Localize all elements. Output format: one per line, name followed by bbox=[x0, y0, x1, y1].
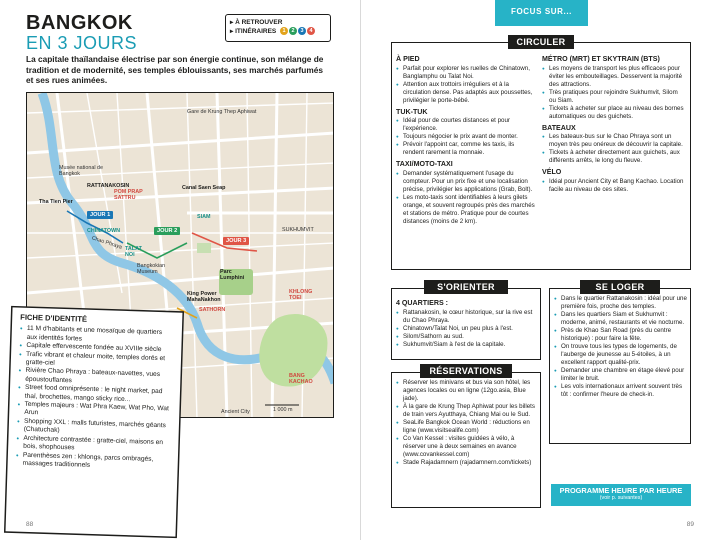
fiche-item: ● 11 M d'habitants et une mosaïque de quartiers aux identités fortes bbox=[19, 325, 173, 347]
list-item: ● Les bateaux-bus sur le Chao Phraya sont un moyen très peu onéreux de découvrir la capitale. bbox=[542, 133, 686, 149]
map-label-ancientcity: Ancient City bbox=[221, 409, 250, 415]
map-label-khlongtoei: KHLONG TOEI bbox=[289, 289, 313, 301]
itinerary-3-badge: 3 bbox=[298, 27, 306, 35]
reservations-content bbox=[396, 379, 538, 470]
list-item: ● Les moyens de transport les plus efficaces pour éviter les embouteillages. Desservent la majorité des attractions. bbox=[542, 65, 686, 89]
fiche-item: ● Parenthèses zen : khlongs, parcs ombragés, massages traditionnels bbox=[16, 451, 170, 473]
list-item: ● Tickets à acheter directement aux guichets, aux différents arrêts, le long du fleuve. bbox=[542, 149, 686, 165]
fiche-list bbox=[16, 325, 174, 473]
section-heading: TUK-TUK bbox=[396, 107, 428, 116]
loger-content bbox=[554, 295, 688, 402]
itinerary-2-badge: 2 bbox=[289, 27, 297, 35]
programme-link[interactable] bbox=[551, 484, 691, 506]
map-tag-jour1: JOUR 1 bbox=[87, 211, 113, 219]
list-item: ● Les moto-taxis sont identifiables à leurs gilets orange, et souvent regroupés près des marchés et stations de métro. Pratique pour de courtes distances (moins de 2 km). bbox=[396, 194, 536, 226]
circuler-box bbox=[391, 37, 691, 270]
list-item: ● À la gare de Krung Thep Aphiwat pour les billets de train vers Ayutthaya, Chiang Mai ou le Sud. bbox=[396, 403, 538, 419]
list-item: ● Réserver les minivans et bus via son hôtel, les agences locales ou en ligne (12go.asia, Blue jade). bbox=[396, 379, 538, 403]
section-heading: BATEAUX bbox=[542, 123, 576, 132]
list-item: ● Attention aux trottoirs irréguliers et à la circulation dense. Pas adaptés aux poussettes, privilégier le porte-bébé. bbox=[396, 81, 536, 105]
itineraries-box bbox=[225, 14, 331, 42]
map-label-river: Chao Phraya bbox=[90, 235, 123, 251]
orienter-content bbox=[396, 297, 538, 352]
loger-box bbox=[549, 282, 691, 444]
intro-text: La capitale thaïlandaise électrise par son énergie continue, son mélange de tradition et de modernité, ses temples éblouissants, ses marchés parfumés et ses rues animées. bbox=[26, 54, 324, 86]
list-item: ● Parfait pour explorer les ruelles de Chinatown, Banglamphu ou Talat Noi. bbox=[396, 65, 536, 81]
itineraries-line2: ▸ ITINÉRAIRES 1 2 3 4 bbox=[230, 27, 326, 36]
page-number-right: 89 bbox=[686, 521, 694, 528]
section-heading: VÉLO bbox=[542, 168, 562, 176]
reservations-title: RÉSERVATIONS bbox=[420, 364, 512, 378]
list-item: ● On trouve tous les types de logements, de l'auberge de jeunesse au 5-étoiles, à un excellent rapport qualité-prix. bbox=[554, 343, 688, 367]
fiche-item: ● Street food omniprésente : le night market, pad thaï, brochettes, mango sticky rice... bbox=[18, 384, 172, 406]
map-label-gare: Gare de Krung Thep Aphiwat bbox=[187, 109, 257, 115]
list-item: ● Près de Khao San Road (près du centre historique) : pour faire la fête. bbox=[554, 327, 688, 343]
page-subtitle: EN 3 JOURS bbox=[26, 33, 138, 53]
list-item: ● Tickets à acheter sur place au niveau des bornes automatiques ou des guichets. bbox=[542, 105, 686, 121]
page-title: BANGKOK bbox=[26, 12, 133, 34]
map-label-bangkachao: BANG KACHAO bbox=[289, 373, 313, 385]
map-label-canal: Canal Saen Seap bbox=[182, 185, 226, 191]
itinerary-numbers bbox=[280, 27, 315, 35]
map-label-rattanakosin: RATTANAKOSIN bbox=[87, 183, 130, 189]
map-label-bangkokian: Bangkokian Museum bbox=[137, 263, 166, 275]
list-item: ● Chinatown/Talat Noi, un peu plus à l'est. bbox=[396, 325, 538, 333]
list-item: ● Rattanakosin, le cœur historique, sur la rive est du Chao Phraya. bbox=[396, 309, 538, 325]
list-item: ● Demander une chambre en étage élevé pour limiter le bruit. bbox=[554, 367, 688, 383]
section-heading: 4 QUARTIERS : bbox=[396, 299, 449, 307]
list-item: ● Les vols internationaux arrivent souvent très tôt : confirmer l'heure de check-in. bbox=[554, 383, 688, 399]
map-tag-jour2: JOUR 2 bbox=[154, 227, 180, 235]
loger-title: SE LOGER bbox=[580, 280, 660, 294]
map-label-talatnoi: TALAT NOI bbox=[125, 246, 142, 258]
itinerary-4-badge: 4 bbox=[307, 27, 315, 35]
itineraries-line1: ▸ À RETROUVER bbox=[230, 19, 283, 26]
fiche-item: ● Trafic vibrant et chaleur moite, temples dorés et gratte-ciel bbox=[19, 350, 173, 372]
reservations-box bbox=[391, 366, 541, 508]
programme-sub: (voir p. suivantes) bbox=[599, 495, 643, 501]
list-item: ● Toujours négocier le prix avant de monter. bbox=[396, 133, 536, 141]
map-label-siam: SIAM bbox=[197, 214, 211, 220]
section-heading: MÉTRO (MRT) ET SKYTRAIN (BTS) bbox=[542, 55, 660, 63]
map-label-parc: Parc Lumphini bbox=[220, 269, 245, 281]
map-label-sukhumvit: SUKHUMVIT bbox=[282, 227, 314, 233]
circuler-right-column bbox=[542, 53, 686, 197]
list-item: ● Très pratiques pour rejoindre Sukhumvit, Silom ou Siam. bbox=[542, 89, 686, 105]
fiche-title: FICHE D'IDENTITÉ bbox=[20, 312, 88, 324]
section-heading: À PIED bbox=[396, 55, 420, 63]
fiche-item: ● Capitale effervescente fondée au XVIIIe siècle bbox=[19, 342, 173, 355]
circuler-left-column bbox=[396, 53, 536, 229]
map-label-kingpower: King Power MahaNakhon bbox=[187, 291, 221, 303]
section-heading: TAXI/MOTO-TAXI bbox=[396, 160, 453, 168]
list-item: ● Demander systématiquement l'usage du compteur. Pour un prix fixe et une localisation précise, privilégier les applications (Grab, Bolt). bbox=[396, 170, 536, 194]
focus-banner: FOCUS SUR... bbox=[495, 0, 588, 26]
list-item: ● Idéal pour Ancient City et Bang Kachao. Location facile au niveau de ces sites. bbox=[542, 178, 686, 194]
map-scale-label: 1 000 m bbox=[273, 407, 293, 413]
page-number-left: 88 bbox=[26, 521, 34, 528]
map-label-musee: Musée national de Bangkok bbox=[59, 165, 104, 177]
fiche-item: ● Architecture contrastée : gratte-ciel, maisons en bois, shophouses bbox=[16, 434, 170, 456]
fiche-identite bbox=[6, 307, 183, 536]
list-item: ● Silom/Sathorn au sud. bbox=[396, 333, 538, 341]
list-item: ● Prévoir l'appoint car, comme les taxis, ils rendent rarement la monnaie. bbox=[396, 141, 536, 157]
fiche-item: ● Rivière Chao Phraya : bateaux-navettes, vues époustouflantes bbox=[18, 367, 172, 389]
map-label-pomprap: POM PRAP SATTRU bbox=[114, 189, 143, 201]
circuler-title: CIRCULER bbox=[508, 35, 574, 49]
list-item: ● Dans le quartier Rattanakosin : idéal pour une première fois, proche des temples. bbox=[554, 295, 688, 311]
map-label-sathorn: SATHORN bbox=[199, 307, 226, 313]
list-item: ● Co Van Kessel : visites guidées à vélo, à réserver une à deux semaines en avance (www.covankessel.com) bbox=[396, 435, 538, 459]
list-item: ● SeaLife Bangkok Ocean World : réductions en ligne (www.visitsealife.com) bbox=[396, 419, 538, 435]
list-item: ● Dans les quartiers Siam et Sukhumvit : moderne, animé, restaurants et vie nocturne. bbox=[554, 311, 688, 327]
map-label-thatien: Tha Tien Pier bbox=[39, 199, 73, 205]
right-page bbox=[360, 0, 720, 540]
fiche-item: ● Shopping XXL : malls futuristes, marchés géants (Chatuchak) bbox=[17, 417, 171, 439]
fiche-item: ● Temples majeurs : Wat Phra Kaew, Wat Pho, Wat Arun bbox=[17, 401, 171, 423]
list-item: ● Stade Rajadamnern (rajadamnern.com/tickets) bbox=[396, 459, 538, 467]
map-tag-jour3: JOUR 3 bbox=[223, 237, 249, 245]
list-item: ● Sukhumvit/Siam à l'est de la capitale. bbox=[396, 341, 538, 349]
orienter-title: S'ORIENTER bbox=[424, 280, 508, 294]
orienter-box bbox=[391, 282, 541, 360]
map-label-chinatown: CHINATOWN bbox=[87, 228, 121, 234]
list-item: ● Idéal pour de courtes distances et pour l'expérience. bbox=[396, 117, 536, 133]
programme-label: PROGRAMME HEURE PAR HEURE bbox=[559, 486, 683, 495]
itinerary-1-badge: 1 bbox=[280, 27, 288, 35]
